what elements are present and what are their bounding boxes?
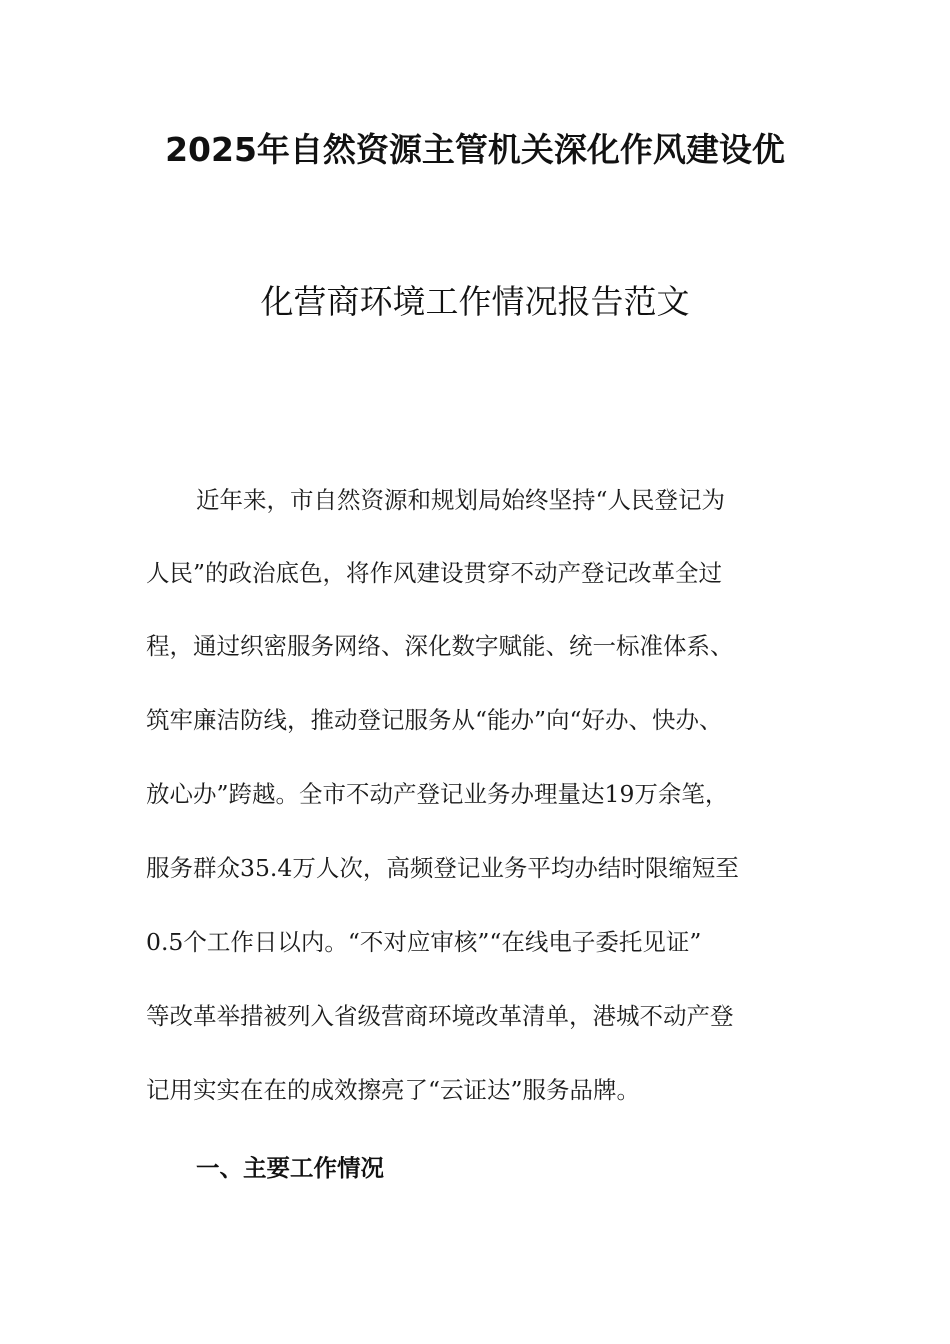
paragraph-line: 人民”的政治底色，将作风建设贯穿不动产登记改革全过 — [146, 559, 723, 587]
paragraph-line: 程，通过织密服务网络、深化数字赋能、统一标准体系、 — [146, 632, 734, 660]
paragraph-line: 记用实实在在的成效擦亮了“云证达”服务品牌。 — [146, 1076, 641, 1104]
paragraph-line: 0.5个工作日以内。“不对应审核”“在线电子委托见证” — [146, 928, 702, 956]
paragraph-line: 筑牢廉洁防线，推动登记服务从“能办”向“好办、快办、 — [146, 706, 723, 734]
document-title-line-1: 2025年自然资源主管机关深化作风建设优 — [165, 130, 785, 169]
paragraph-line: 放心办”跨越。全市不动产登记业务办理量达19万余笔， — [146, 780, 729, 808]
paragraph-line: 服务群众35.4万人次，高频登记业务平均办结时限缩短至 — [146, 854, 739, 882]
paragraph-line: 等改革举措被列入省级营商环境改革清单，港城不动产登 — [146, 1002, 734, 1030]
paragraph-line: 近年来，市自然资源和规划局始终坚持“人民登记为 — [196, 486, 726, 514]
document-title-line-2: 化营商环境工作情况报告范文 — [260, 282, 690, 321]
section-heading: 一、主要工作情况 — [196, 1154, 384, 1182]
